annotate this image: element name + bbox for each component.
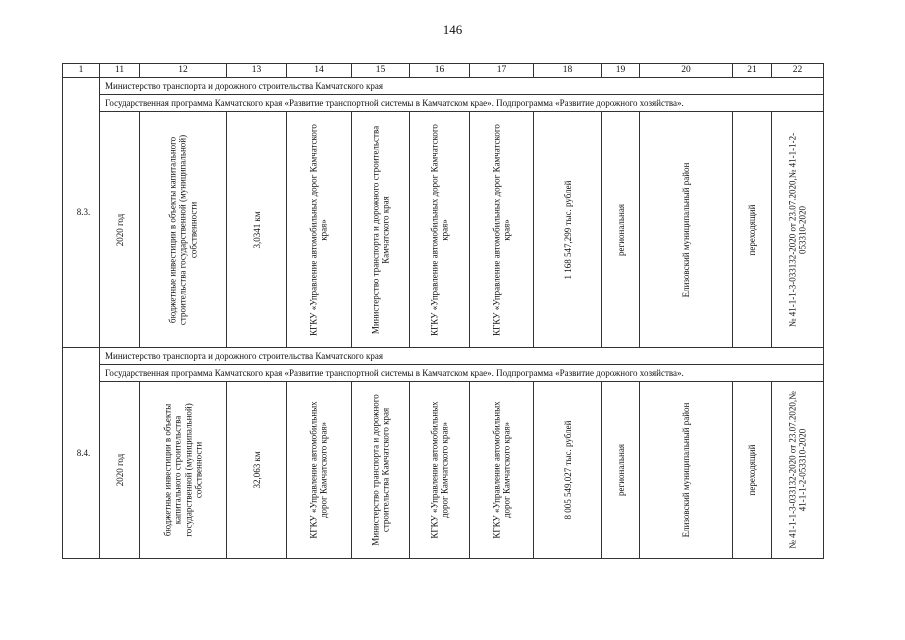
header-cell: 21: [733, 64, 772, 78]
developer-text: КГКУ «Управление автомобильных дорог Камчатского края»: [429, 401, 450, 539]
investment-type-cell: [140, 112, 227, 348]
district-cell: [640, 382, 733, 559]
header-cell: 14: [287, 64, 352, 78]
cost-cell: [534, 382, 602, 559]
header-cell: 1: [63, 64, 100, 78]
customer-cell: [287, 382, 352, 559]
program-row: [63, 365, 824, 382]
program-cell: Государственная программа Камчатского края «Развитие транспортной системы в Камчатском крае». Подпрограмма «Развитие дорожного хозяйства».: [100, 365, 824, 382]
year-cell: [100, 382, 140, 559]
cost-text: 8 005 549,027 тыс. рублей: [562, 420, 573, 520]
row-number: 8.3.: [63, 78, 100, 348]
program-row: [63, 95, 824, 112]
year-text: 2020 год: [114, 453, 125, 487]
ministry-cell: Министерство транспорта и дорожного строительства Камчатского края: [100, 78, 824, 95]
ministry-responsible-cell: [352, 382, 410, 559]
length-cell: [227, 112, 287, 348]
header-cell: 13: [227, 64, 287, 78]
operator-text: КГКУ «Управление автомобильных дорог Камчатского края»: [491, 123, 512, 336]
district-text: Елизовский муниципальный район: [680, 402, 691, 538]
developer-text: КГКУ «Управление автомобильных дорог Камчатского края»: [429, 123, 450, 336]
header-row: [63, 64, 824, 78]
status-text: переходящий: [746, 204, 757, 255]
header-cell: 20: [640, 64, 733, 78]
developer-cell: [410, 382, 470, 559]
header-cell: 17: [470, 64, 534, 78]
expertise-text: № 41-1-1-3-033132-2020 от 23.07.2020,№ 41-1-1-2-053310-2020: [787, 132, 808, 327]
year-text: 2020 год: [114, 213, 125, 246]
length-text: 3,0341 км: [251, 210, 262, 249]
investment-type-text: бюджетные инвестиции в объекты капитального строительства государственной (муниципальной) собственности: [162, 403, 204, 537]
level-text: региональная: [615, 203, 626, 256]
year-cell: [100, 112, 140, 348]
district-text: Елизовский муниципальный район: [680, 162, 691, 297]
investment-type-cell: [140, 382, 227, 559]
program-cell: Государственная программа Камчатского края «Развитие транспортной системы в Камчатском крае». Подпрограмма «Развитие дорожного хозяйства».: [100, 95, 824, 112]
level-cell: [602, 382, 640, 559]
header-cell: 22: [772, 64, 824, 78]
district-cell: [640, 112, 733, 348]
ministry-responsible-text: Министерство транспорта и дорожного строительства Камчатского края: [370, 125, 391, 334]
expertise-text: № 41-1-1-3-033132-2020 от 23.07.2020,№ 41-1-1-2-053310-2020: [787, 391, 808, 549]
header-cell: 18: [534, 64, 602, 78]
page-number: 146: [442, 22, 463, 37]
header-cell: 16: [410, 64, 470, 78]
ministry-row: [63, 348, 824, 365]
header-cell: 15: [352, 64, 410, 78]
expertise-cell: [772, 112, 824, 348]
length-cell: [227, 382, 287, 559]
status-text: переходящий: [746, 444, 757, 496]
row-number: 8.4.: [63, 348, 100, 559]
level-text: региональная: [615, 444, 626, 496]
ministry-responsible-text: Министерство транспорта и дорожного строительства Камчатского края: [370, 394, 391, 546]
ministry-cell: Министерство транспорта и дорожного строительства Камчатского края: [100, 348, 824, 365]
details-row: [63, 382, 824, 559]
status-cell: [733, 382, 772, 559]
operator-cell: [470, 382, 534, 559]
data-table: [62, 63, 824, 559]
cost-cell: [534, 112, 602, 348]
header-cell: 19: [602, 64, 640, 78]
developer-cell: [410, 112, 470, 348]
header-cell: 11: [100, 64, 140, 78]
cost-text: 1 168 547,299 тыс. рублей: [562, 180, 573, 279]
header-cell: 12: [140, 64, 227, 78]
ministry-responsible-cell: [352, 112, 410, 348]
customer-cell: [287, 112, 352, 348]
operator-cell: [470, 112, 534, 348]
investment-type-text: бюджетные инвестиции в объекты капитального строительства государственной (муниципальной) собственности: [167, 134, 199, 325]
details-row: [63, 112, 824, 348]
expertise-cell: [772, 382, 824, 559]
length-text: 32,063 км: [251, 451, 262, 489]
customer-text: КГКУ «Управление автомобильных дорог Камчатского края»: [308, 123, 329, 336]
ministry-row: [63, 78, 824, 95]
level-cell: [602, 112, 640, 348]
status-cell: [733, 112, 772, 348]
customer-text: КГКУ «Управление автомобильных дорог Камчатского края»: [308, 401, 329, 539]
operator-text: КГКУ «Управление автомобильных дорог Камчатского края»: [491, 401, 512, 539]
